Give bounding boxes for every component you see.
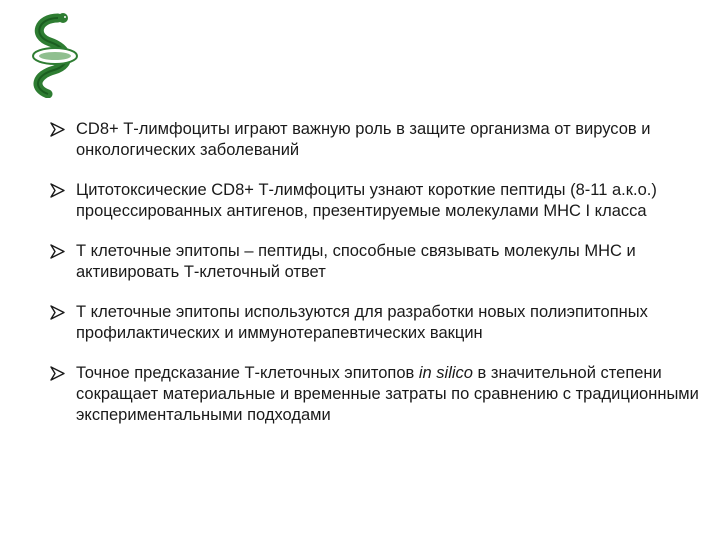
bullet-text: Цитотоксические CD8+ Т-лимфоциты узнают короткие пептиды (8-11 а.к.о.) процессированных антигенов, презентируемые молекулами МНС I класса	[76, 181, 657, 220]
bullet-item	[50, 180, 705, 222]
bullet-item	[50, 302, 705, 344]
bullet-list	[50, 119, 705, 445]
bullet-item	[50, 363, 705, 426]
bullet-text-before: Точное предсказание Т-клеточных эпитопов	[76, 364, 419, 382]
bullet-text: Т клеточные эпитопы используются для разработки новых полиэпитопных профилактических и иммунотерапевтических вакцин	[76, 303, 648, 342]
arrowhead-bullet-icon	[50, 122, 65, 137]
snake-logo-icon	[18, 12, 90, 98]
bullet-item	[50, 119, 705, 161]
arrowhead-bullet-icon	[50, 366, 65, 381]
bullet-text: Т клеточные эпитопы – пептиды, способные связывать молекулы МНС и активировать Т-клеточный ответ	[76, 242, 636, 281]
bullet-text: CD8+ Т-лимфоциты играют важную роль в защите организма от вирусов и онкологических заболеваний	[76, 120, 651, 159]
arrowhead-bullet-icon	[50, 244, 65, 259]
bullet-text-italic: in silico	[418, 364, 473, 382]
arrowhead-bullet-icon	[50, 183, 65, 198]
bullet-text-after: в значительной степени сокращает материальные и временные затраты по сравнению с традиционными экспериментальными подходами	[76, 364, 699, 424]
bullet-item	[50, 241, 705, 283]
arrowhead-bullet-icon	[50, 305, 65, 320]
